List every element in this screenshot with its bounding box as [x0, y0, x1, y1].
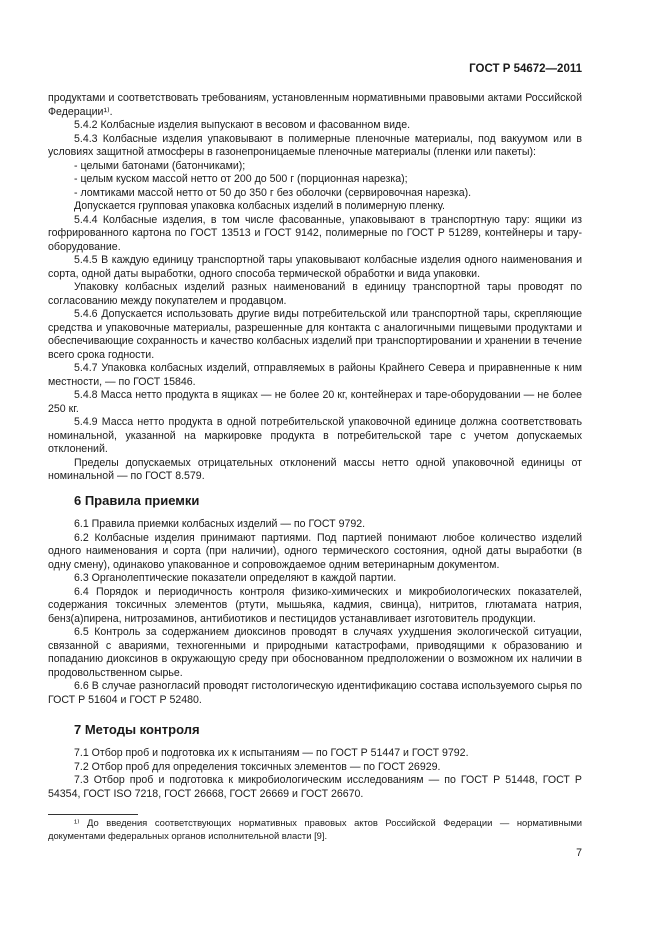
- paragraph: 7.3 Отбор проб и подготовка к микробиологическим исследованиям — по ГОСТ Р 51448, ГОСТ Р 54354, ГОСТ ISO 7218, ГОСТ 26668, ГОСТ 26669 и ГОСТ 26670.: [48, 774, 582, 800]
- paragraph: Пределы допускаемых отрицательных отклонений массы нетто одной упаковочной единицы от номинальной — по ГОСТ 8.579.: [48, 456, 582, 482]
- paragraph: Упаковку колбасных изделий разных наименований в единицу транспортной тары проводят по согласованию между покупателем и продавцом.: [48, 281, 582, 307]
- paragraph: 5.4.5 В каждую единицу транспортной тары упаковывают колбасные изделия одного наименования и сорта, одной даты выработки, одного способа термической обработки и вида упаковки.: [48, 254, 582, 280]
- footnote: ¹⁾ До введения соответствующих нормативных правовых актов Российской Федерации — нормативными документами федеральных органов исполнительной власти [9].: [48, 817, 582, 841]
- paragraph: 7.2 Отбор проб для определения токсичных элементов — по ГОСТ 26929.: [74, 760, 441, 773]
- paragraph: 5.4.3 Колбасные изделия упаковывают в полимерные пленочные материалы, под вакуумом или в условиях защитной атмосферы в газонепроницаемые пленочные материалы (пленки или пакеты):: [48, 132, 582, 158]
- list-item: - ломтиками массой нетто от 50 до 350 г без оболочки (сервировочная нарезка).: [74, 186, 472, 199]
- paragraph: 5.4.8 Масса нетто продукта в ящиках — не более 20 кг, контейнерах и таре-оборудовании — не более 250 кг.: [48, 389, 582, 415]
- paragraph: 6.5 Контроль за содержанием диоксинов проводят в случаях ухудшения экологической ситуации, связанной с авариями, техногенными и природными катастрофами, приводящими к образованию и попаданию диоксинов в окружающую среду при обоснованном предположении о возможном их наличии в продовольственном сырье.: [48, 626, 582, 679]
- list-item: - целым куском массой нетто от 200 до 500 г (порционная нарезка);: [74, 173, 408, 185]
- paragraph: 7.1 Отбор проб и подготовка их к испытаниям — по ГОСТ Р 51447 и ГОСТ 9792.: [74, 747, 469, 759]
- paragraph: 6.1 Правила приемки колбасных изделий — по ГОСТ 9792.: [74, 518, 366, 530]
- paragraph: 6.4 Порядок и периодичность контроля физико-химических и микробиологических показателей, содержания токсичных элементов (ртути, мышьяка, кадмия, свинца), нитритов, глютамата натрия, бенз(а)пирена, нитрозаминов, антибиотиков и пестицидов устанавливает изготовитель продукции.: [48, 585, 582, 625]
- section-heading: 6 Правила приемки: [74, 493, 200, 508]
- paragraph: 5.4.4 Колбасные изделия, в том числе фасованные, упаковывают в транспортную тару: ящики из гофрированного картона по ГОСТ 13513 и ГОСТ 9142, полимерные по ГОСТ Р 51289, контейнеры и тару-оборудование.: [48, 213, 582, 253]
- footnote-divider: [48, 814, 138, 815]
- page-number: 7: [576, 847, 582, 859]
- section-7-text: [48, 747, 582, 801]
- paragraph: 6.6 В случае разногласий проводят гистологическую идентификацию состава используемого сырья по ГОСТ Р 51604 и ГОСТ Р 52480.: [48, 680, 582, 706]
- paragraph: 5.4.7 Упаковка колбасных изделий, отправляемых в районы Крайнего Севера и приравненные к ним местности, — по ГОСТ 15846.: [48, 362, 582, 388]
- paragraph: Допускается групповая упаковка колбасных изделий в полимерную пленку.: [74, 200, 445, 212]
- paragraph: 5.4.2 Колбасные изделия выпускают в весовом и фасованном виде.: [74, 119, 411, 131]
- paragraph: 6.3 Органолептические показатели определяют в каждой партии.: [74, 572, 397, 584]
- section-heading: 7 Методы контроля: [74, 722, 200, 737]
- list-item: - целыми батонами (батончиками);: [74, 159, 246, 172]
- top-text: [48, 92, 582, 484]
- paragraph: 5.4.6 Допускается использовать другие виды потребительской или транспортной тары, скрепляющие средства и упаковочные материалы, разрешенные для контакта с аналогичными пищевыми продуктами и обеспечивающие сохранность и качество колбасных изделий при транспортировании и хранении в течение всего срока годности.: [48, 308, 582, 361]
- paragraph: 6.2 Колбасные изделия принимают партиями. Под партией понимают любое количество изделий одного наименования и сорта (при наличии), одного термического состояния, одной даты выработки (в одну смену), одинаково упакованное и сопровождаемое одним ветеринарным документом.: [48, 531, 582, 571]
- paragraph: 5.4.9 Масса нетто продукта в одной потребительской упаковочной единице должна соответствовать номинальной, указанной на маркировке продукта в потребительской таре с учетом допускаемых отклонений.: [48, 416, 582, 455]
- document-code: ГОСТ Р 54672—2011: [469, 63, 582, 75]
- section-6-text: [48, 518, 582, 707]
- paragraph: продуктами и соответствовать требованиям, установленным нормативными правовыми актами Российской Федерации¹⁾.: [48, 92, 582, 118]
